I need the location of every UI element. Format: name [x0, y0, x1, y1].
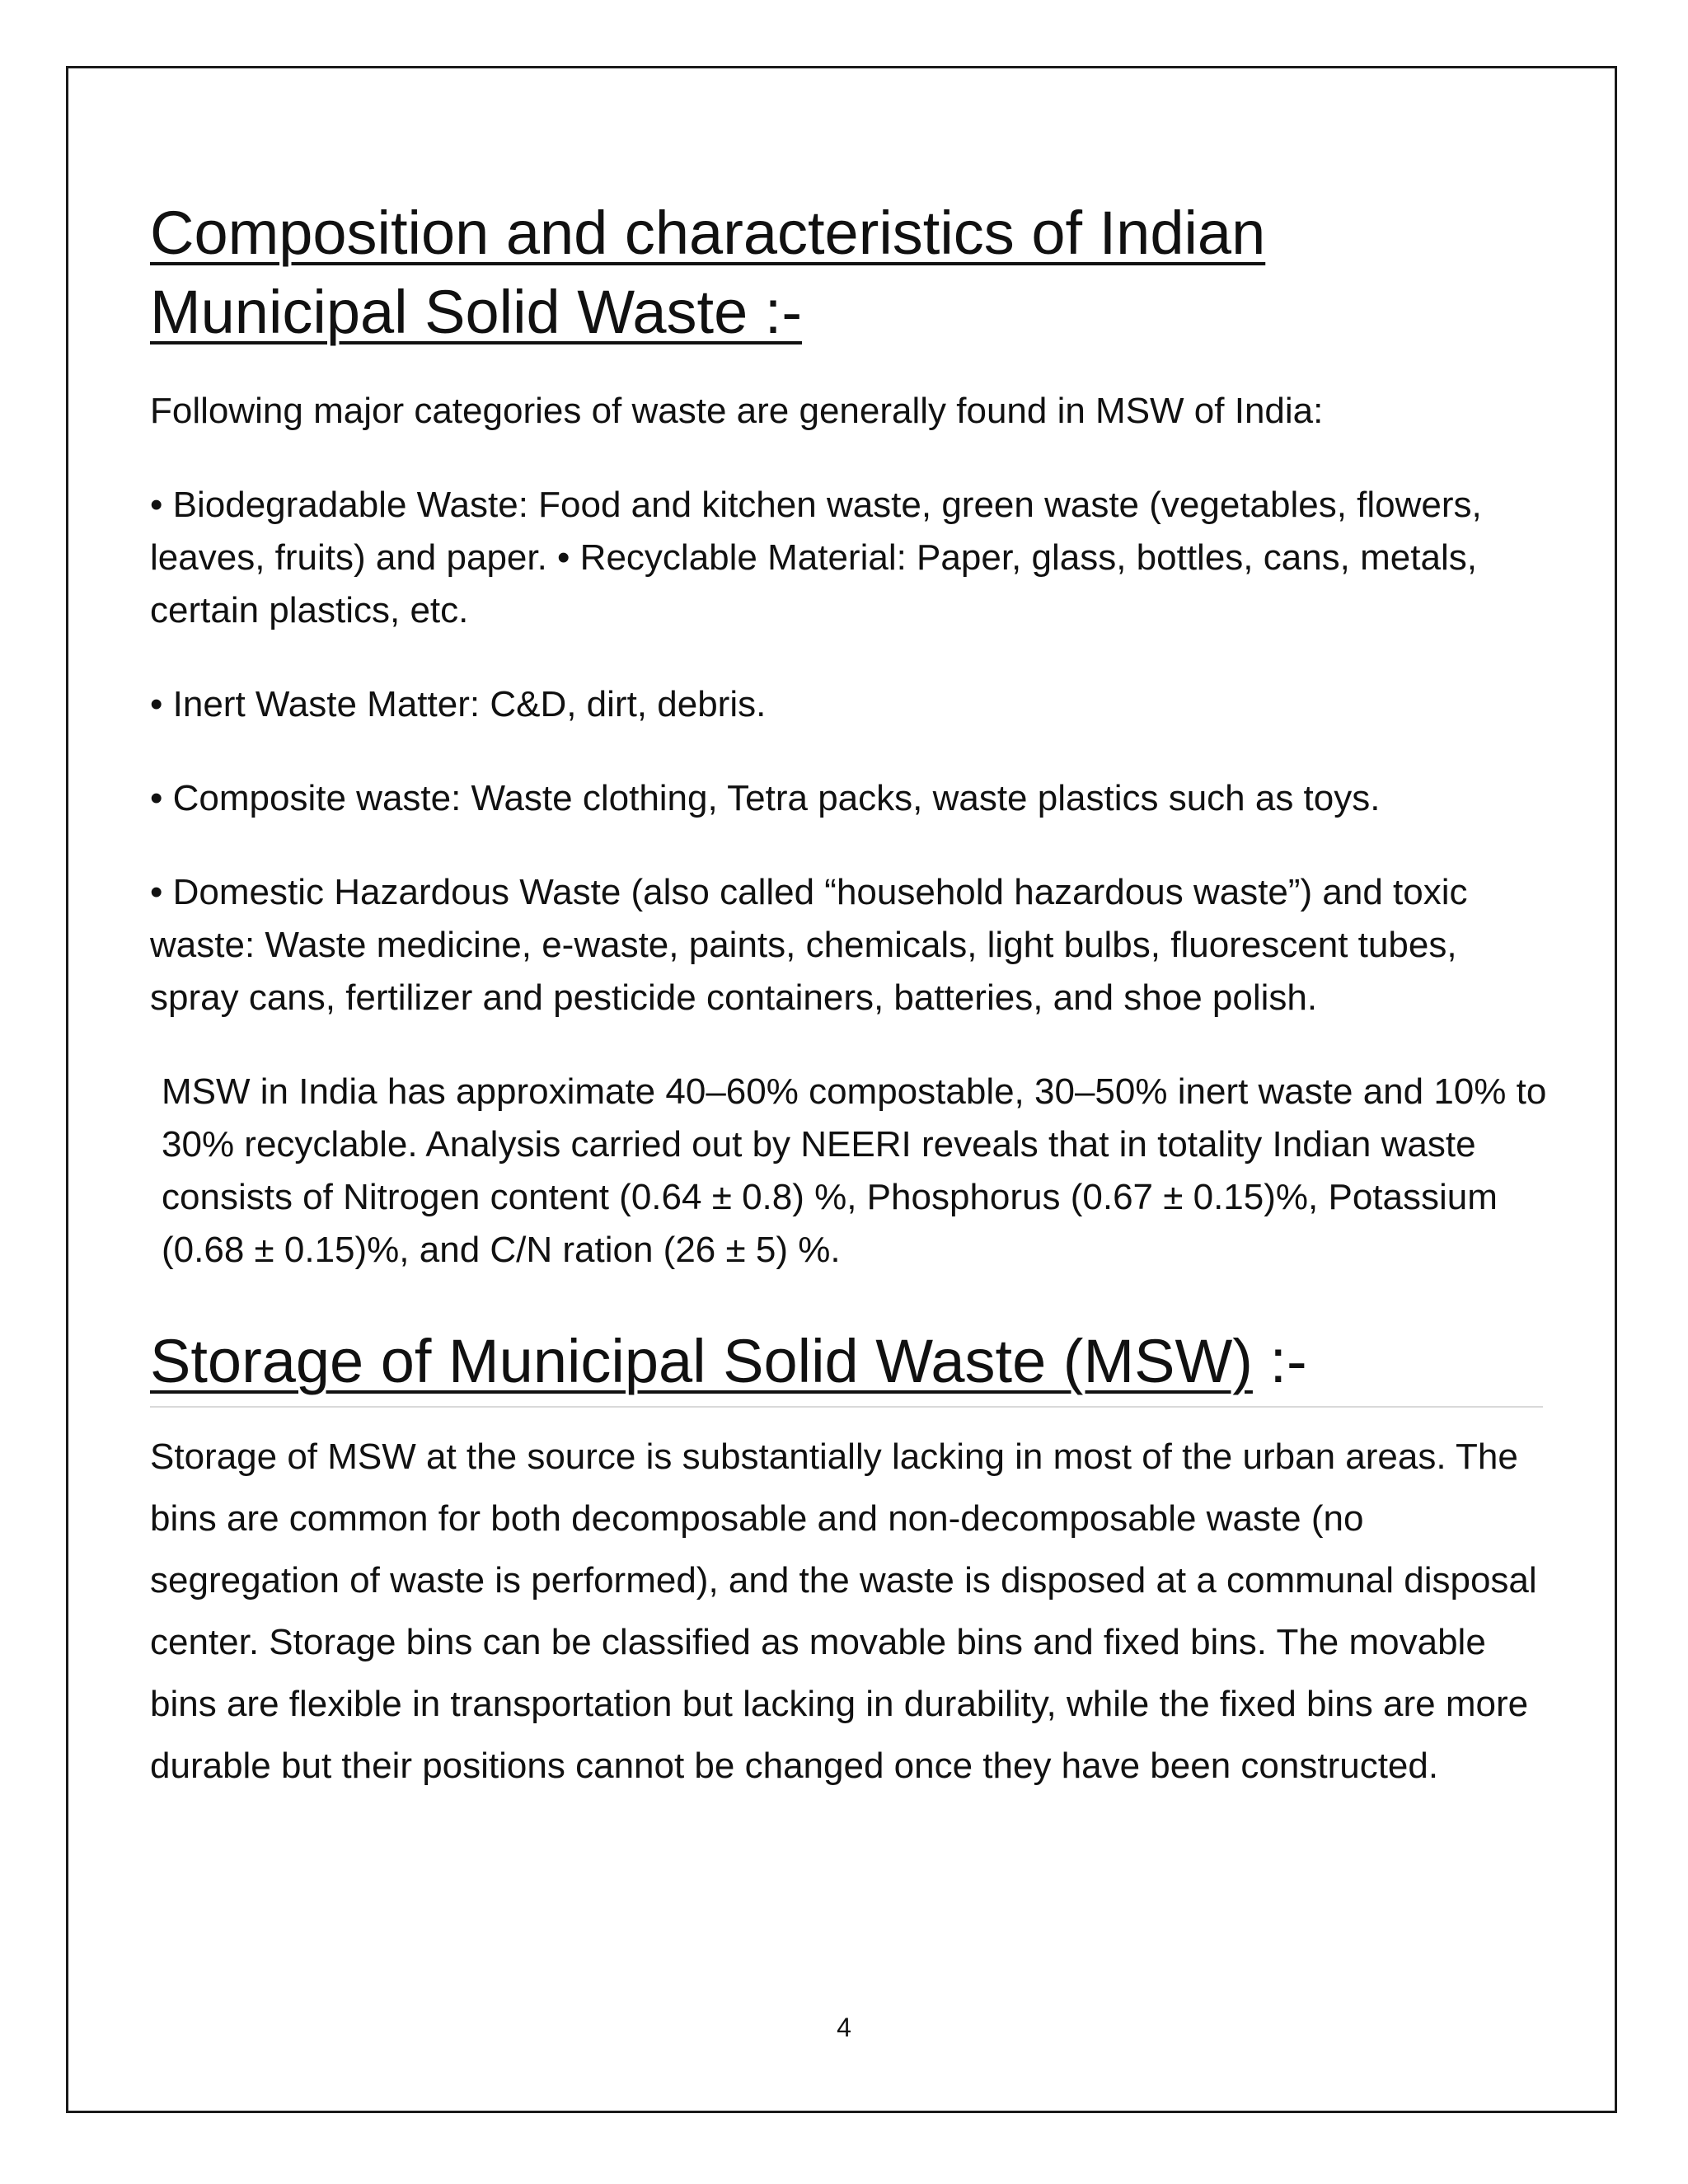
bullet-biodegradable: • Biodegradable Waste: Food and kitchen waste, green waste (vegetables, flowers, leaves, fruits) and paper. • Recyclable Material: Paper, glass, bottles, cans, metals, certain plastics, etc. — [150, 485, 1482, 630]
bullet-inert-waste: • Inert Waste Matter: C&D, dirt, debris. — [150, 684, 767, 724]
bullet-composite-waste: • Composite waste: Waste clothing, Tetra packs, waste plastics such as toys. — [150, 778, 1381, 818]
section-heading-storage — [150, 1322, 1551, 1401]
storage-paragraph: Storage of MSW at the source is substantially lacking in most of the urban areas. The bins are common for both decomposable and non-decomposable waste (no segregation of waste is performed), and the waste is disposed at a communal disposal center. Storage bins can be classified as movable bins and fixed bins. The movable bins are flexible in transportation but lacking in durability, while the fixed bins are more durable but their positions cannot be changed once they have been constructed. — [150, 1436, 1537, 1786]
page-number: 4 — [837, 2013, 851, 2042]
section-heading-composition — [150, 194, 1551, 352]
heading-divider — [150, 1406, 1543, 1408]
msw-statistics-paragraph: MSW in India has approximate 40–60% compostable, 30–50% inert waste and 10% to 30% recyclable. Analysis carried out by NEERI reveals that in totality Indian waste consists of Nitrogen content (0.64 ± 0.8) %, Phosphorus (0.67 ± 0.15)%, Potassium (0.68 ± 0.15)%, and C/N ration (26 ± 5) %. — [162, 1071, 1547, 1270]
storage-heading-title: Storage of Municipal Solid Waste (MSW) — [150, 1327, 1253, 1395]
heading-line-1: Composition and characteristics of Indian — [150, 199, 1266, 267]
intro-paragraph: Following major categories of waste are generally found in MSW of India: — [150, 391, 1324, 431]
bullet-hazardous-waste: • Domestic Hazardous Waste (also called “household hazardous waste”) and toxic waste: Waste medicine, e-waste, paints, chemicals, light bulbs, fluorescent tubes, spray cans, fertilizer and pesticide containers, batteries, and shoe polish. — [150, 872, 1468, 1018]
document-content — [150, 194, 1551, 1797]
heading-line-2: Municipal Solid Waste :- — [150, 278, 802, 346]
storage-heading-suffix: :- — [1252, 1327, 1307, 1395]
